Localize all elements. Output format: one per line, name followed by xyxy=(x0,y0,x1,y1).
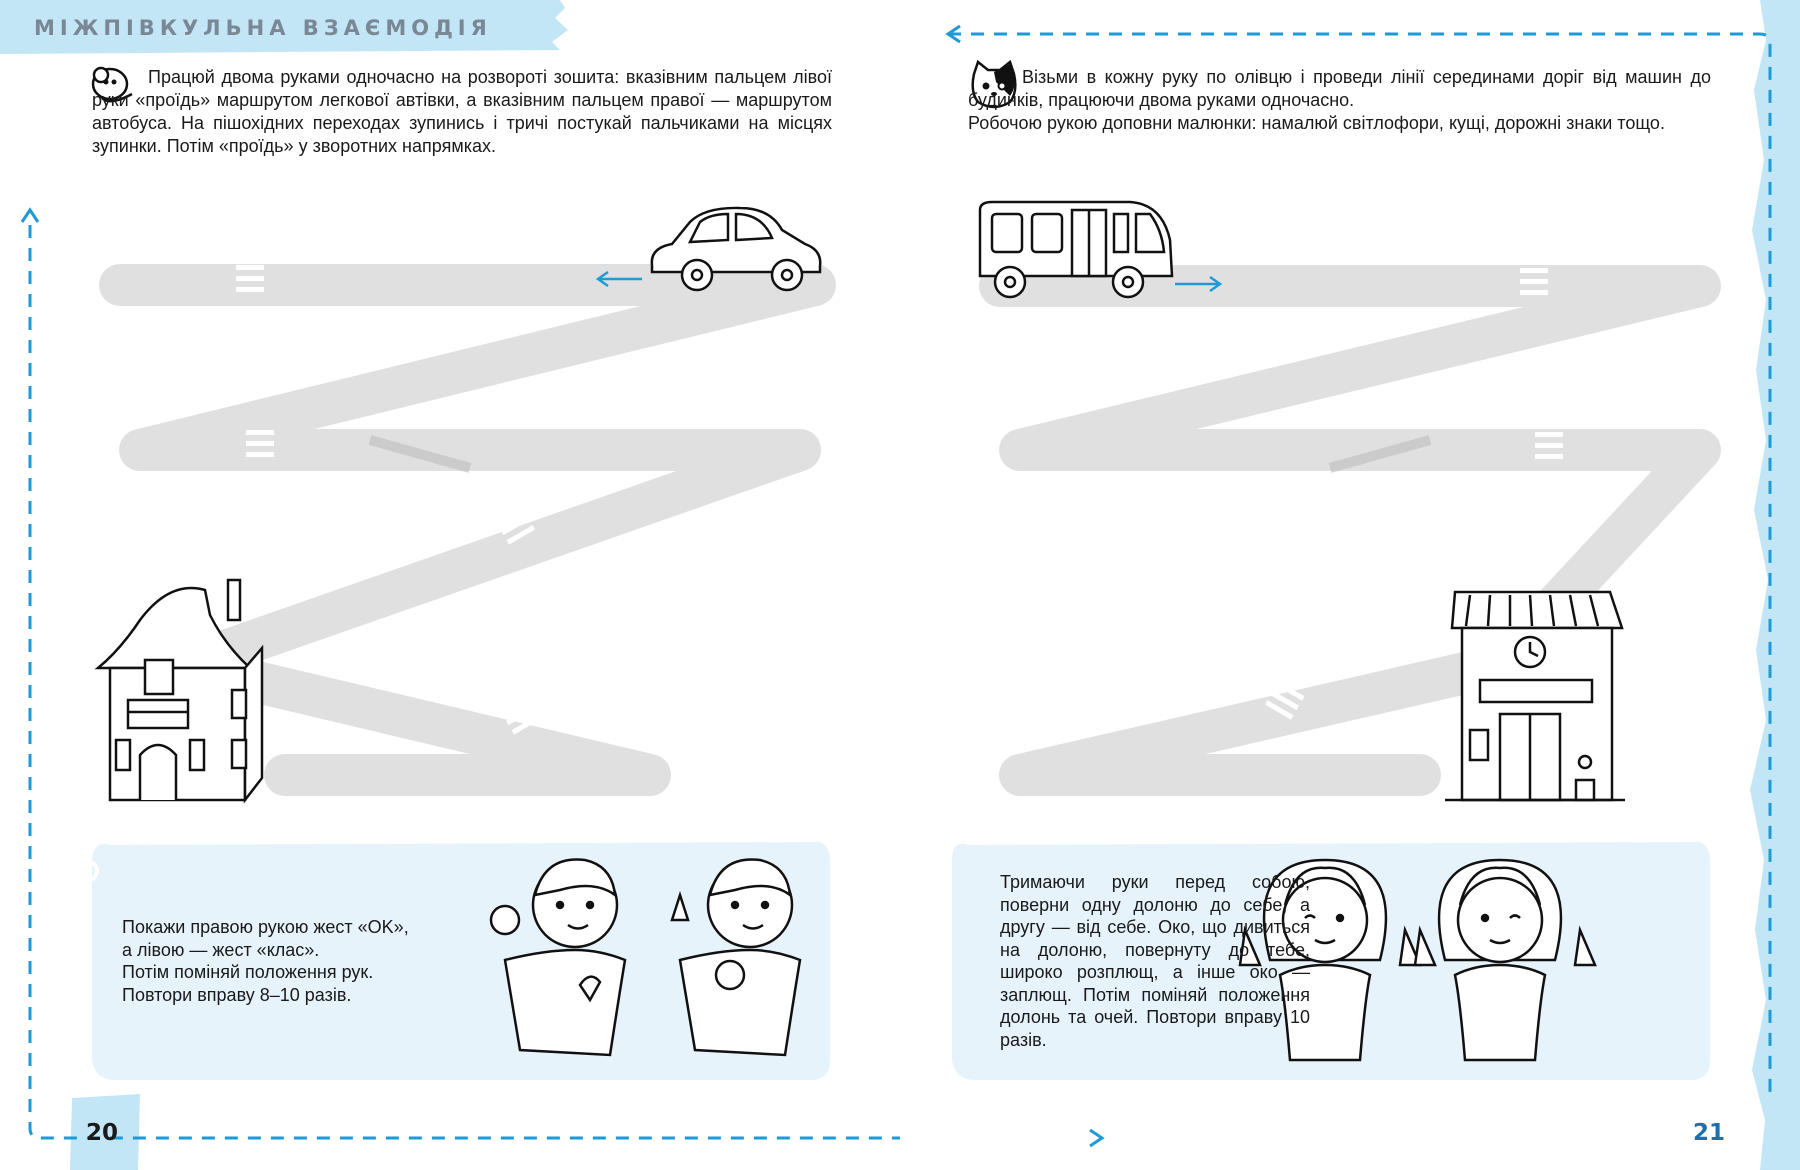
arrow-up-icon xyxy=(22,210,38,222)
left-instruction xyxy=(92,66,832,158)
left-instruction-text: Працюй двома руками одночасно на розвороті зошита: вказівним пальцем лівої руки «проїдь» маршрутом легкової автівки, а вказівним пальцем правої — маршрутом автобуса. На пішохідних переходах зупинись і тричі постукай пальчиками на місцях зупинки. Потім «проїдь» у зворотних напрямках. xyxy=(92,67,832,156)
right-instruction xyxy=(968,66,1711,135)
crosswalks-left xyxy=(236,265,540,735)
right-exercise-paragraph: Тримаючи руки перед собою, поверни одну долоню до себе, а другу — від себе. Око, що дивиться на долоню, повернуту до тебе, широко розплющ, а інше око — заплющ. Потім поміняй положення долонь та очей. Повтори вправу 10 разів. xyxy=(1000,872,1310,1050)
section-title: МІЖПІВКУЛЬНА ВЗАЄМОДІЯ xyxy=(34,16,492,40)
right-page xyxy=(900,0,1800,1170)
right-torn-edge xyxy=(1750,0,1800,1170)
page-number-left: 20 xyxy=(86,1120,119,1146)
right-exercise-text xyxy=(1000,871,1310,1051)
page-number-right: 21 xyxy=(1693,1120,1726,1146)
left-exercise-line-4: Повтори вправу 8–10 разів. xyxy=(122,984,352,1005)
arrow-right-icon xyxy=(1090,1130,1102,1146)
right-instruction-line-2: Робочою рукою доповни малюнки: намалюй світлофори, кущі, дорожні знаки тощо. xyxy=(968,113,1665,133)
left-exercise-line-2: а лівою — жест «клас». xyxy=(122,939,320,960)
left-exercise-line-3: Потім поміняй положення рук. xyxy=(122,962,374,982)
left-exercise-line-1: Покажи правою рукою жест «OK», xyxy=(122,917,409,937)
house-icon xyxy=(98,580,262,800)
right-instruction-line-1: Візьми в кожну руку по олівцю і проведи лінії серединами доріг від машин до будинків, працюючи двома руками одночасно. xyxy=(968,67,1711,110)
left-exercise-text xyxy=(122,916,462,1006)
shop-icon xyxy=(1445,592,1625,800)
